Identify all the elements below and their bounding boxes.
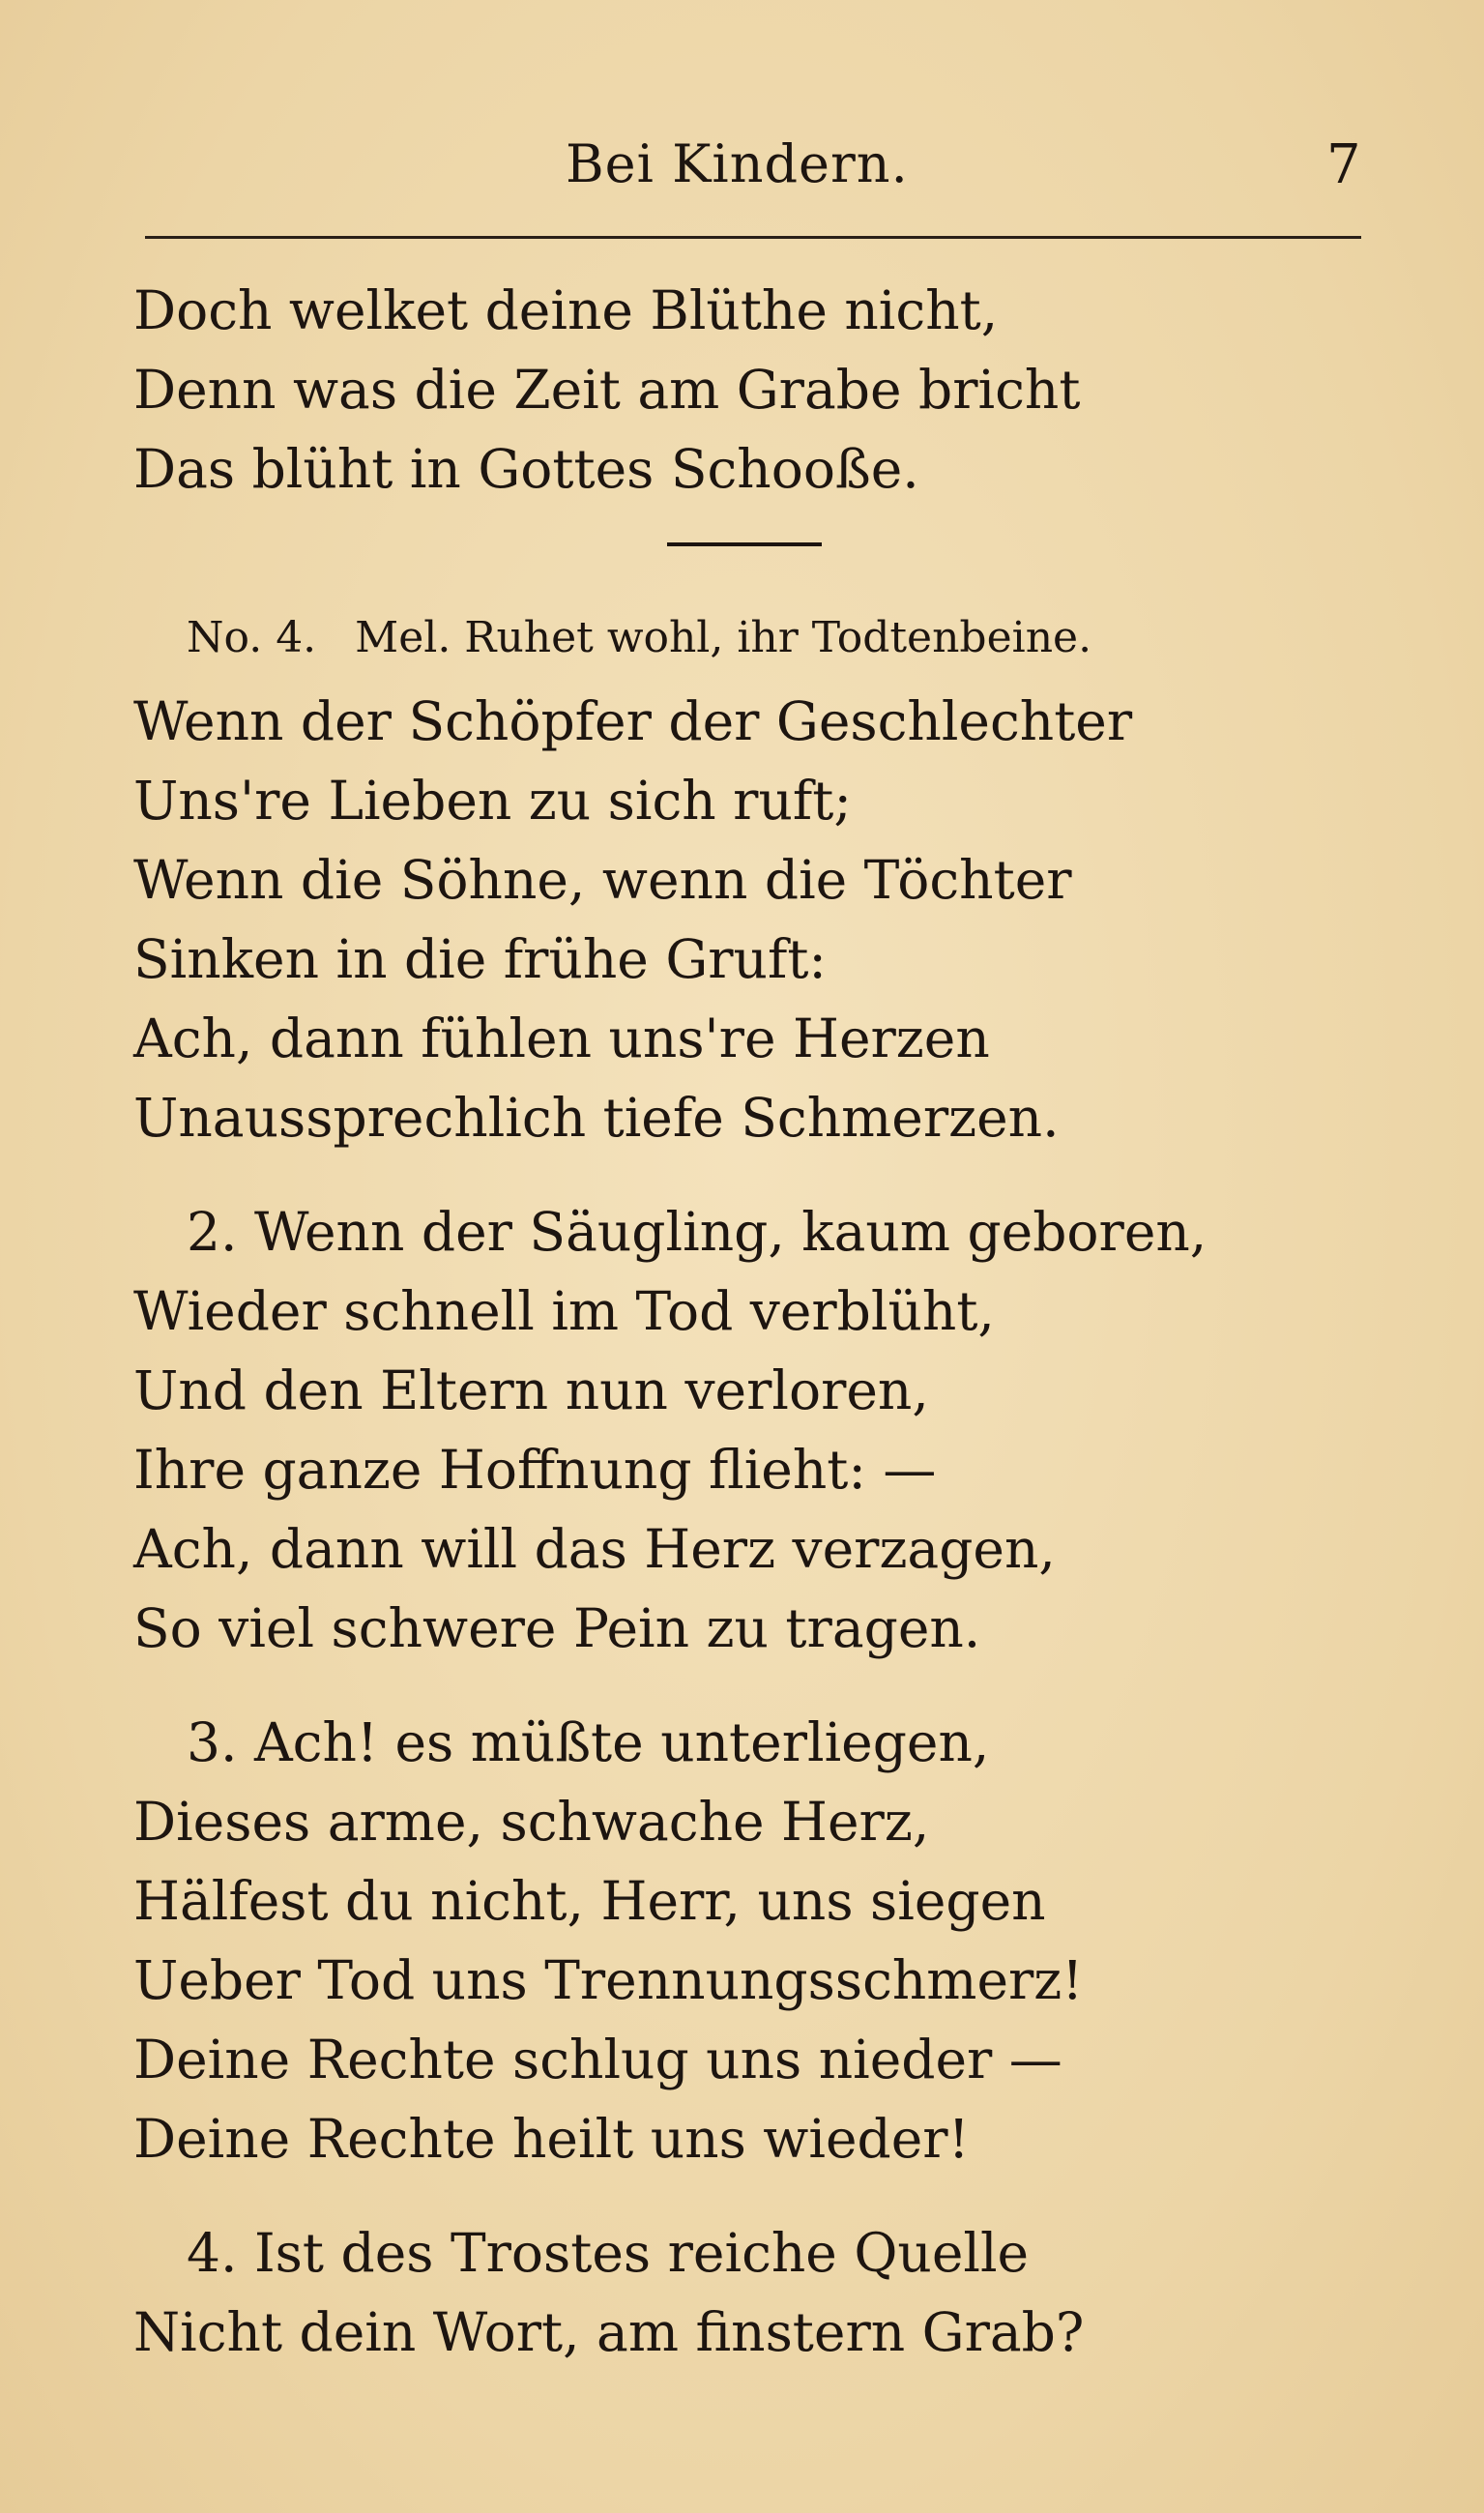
verse-line: Ach, dann will das Herz verzagen, (133, 1518, 1056, 1580)
verse-line: Wieder schnell im Tod verblüht, (133, 1280, 995, 1342)
hymn-body (133, 682, 1390, 2407)
stanza-4 (133, 2213, 1390, 2372)
verse-line: Uns're Lieben zu sich ruft; (133, 770, 852, 832)
running-title: Bei Kindern. (566, 133, 909, 194)
verse-line: Das blüht in Gottes Schooße. (133, 438, 919, 500)
verse-line: Ueber Tod uns Trennungsschmerz! (133, 1949, 1084, 2011)
page-number: 7 (1326, 133, 1361, 196)
verse-line: Hälfest du nicht, Herr, uns siegen (133, 1870, 1046, 1932)
hymn-heading (187, 599, 1117, 677)
running-head (0, 126, 1484, 203)
stanza-3 (133, 1703, 1390, 2178)
verse-line: Und den Eltern nun verloren, (133, 1359, 929, 1421)
verse-line: Unaussprechlich tiefe Schmerzen. (133, 1087, 1060, 1149)
previous-hymn-ending (133, 271, 1390, 509)
stanza-1 (133, 682, 1390, 1157)
hymn-melody: Mel. Ruhet wohl, ihr Todtenbeine. (355, 613, 1092, 662)
verse-line: Wenn die Söhne, wenn die Töchter (133, 849, 1072, 911)
verse-line: Ihre ganze Hoffnung flieht: — (133, 1439, 937, 1501)
verse-line: Deine Rechte schlug uns nieder — (133, 2029, 1062, 2090)
verse-line: Ach, dann fühlen uns're Herzen (133, 1008, 990, 1069)
header-rule (145, 236, 1361, 239)
verse-line: Sinken in die frühe Gruft: (133, 928, 827, 990)
stanza-2 (133, 1192, 1390, 1668)
section-divider (667, 542, 822, 546)
verse-line: Denn was die Zeit am Grabe bricht (133, 359, 1081, 421)
verse-line: 3. Ach! es müßte unterliegen, (187, 1711, 990, 1773)
verse-line: So viel schwere Pein zu tragen. (133, 1597, 981, 1659)
verse-line: 2. Wenn der Säugling, kaum geboren, (187, 1201, 1208, 1263)
verse-line: Wenn der Schöpfer der Geschlechter (133, 690, 1133, 752)
verse-line: Dieses arme, schwache Herz, (133, 1791, 930, 1853)
hymn-number: No. 4. (187, 613, 317, 662)
verse-line: Nicht dein Wort, am finstern Grab? (133, 2301, 1085, 2363)
verse-line: 4. Ist des Trostes reiche Quelle (187, 2222, 1030, 2284)
verse-line: Doch welket deine Blüthe nicht, (133, 279, 999, 341)
verse-line: Deine Rechte heilt uns wieder! (133, 2108, 970, 2170)
